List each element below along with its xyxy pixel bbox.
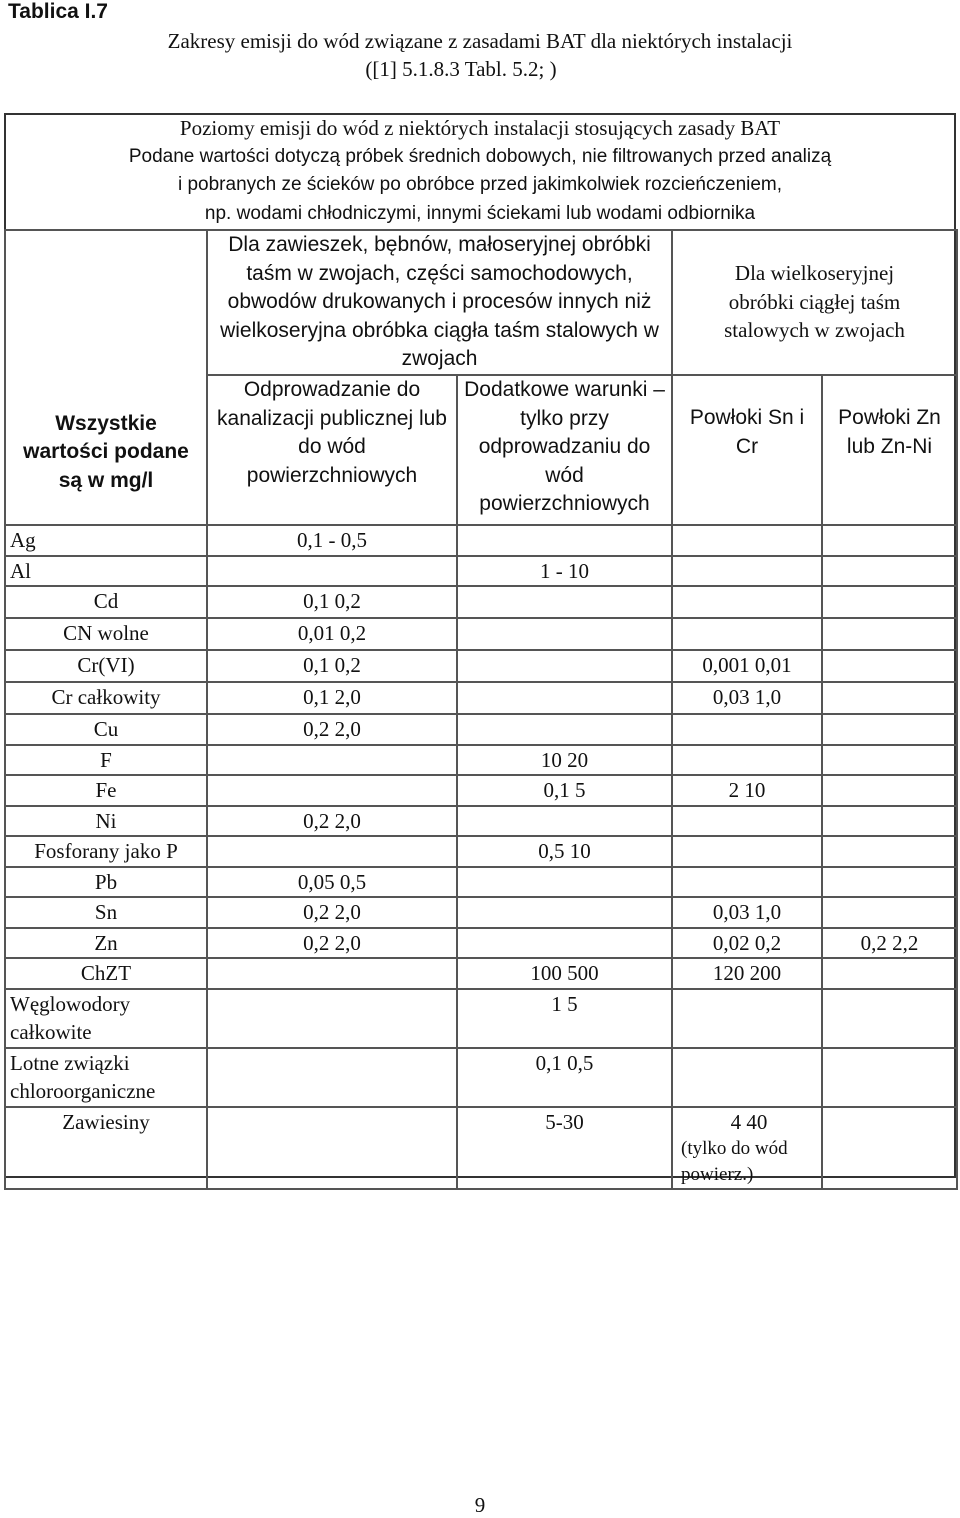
cell-sn-cr-note: (tylko do wód powierz.): [681, 1138, 788, 1185]
table-row: [5, 556, 957, 587]
cell-sn-cr-value: 4 40: [730, 1109, 768, 1134]
cell-public: 0,05 0,5: [207, 867, 457, 898]
table-row: [5, 586, 957, 618]
cell-sn-cr: 0,03 1,0: [672, 682, 822, 714]
row-name: Zawiesiny: [5, 1107, 207, 1190]
intro-line-3: i pobranych ze ścieków po obróbce przed jakimkolwiek rozcieńczeniem,: [177, 174, 783, 195]
cell-public: 0,1 0,2: [207, 586, 457, 618]
row-name: Ag: [5, 525, 207, 556]
cell-sn-cr: 120 200: [672, 958, 822, 989]
cell-public: 0,2 2,0: [207, 897, 457, 928]
cell-public: 0,2 2,0: [207, 714, 457, 745]
row-name: Cu: [5, 714, 207, 745]
row-name: ChZT: [5, 958, 207, 989]
table-row: [5, 1107, 957, 1190]
table-row: [5, 806, 957, 837]
table-row: [5, 958, 957, 989]
row-name: Węglowodory całkowite: [5, 989, 207, 1048]
table-row: [5, 525, 957, 556]
group-large-series-header: Dla wielkoseryjnej obróbki ciągłej taśm stalowych w zwojach: [672, 230, 957, 375]
row-name: Cr(VI): [5, 650, 207, 682]
page-number: 9: [474, 1493, 486, 1517]
table-row: [5, 928, 957, 959]
row-name: Al: [5, 556, 207, 587]
cell-surface: 1 5: [457, 989, 672, 1048]
row-name: Lotne związki chloroorganiczne: [5, 1048, 207, 1107]
intro-line-1: Poziomy emisji do wód z niektórych instalacji stosujących zasady BAT: [179, 116, 781, 140]
cell-surface: 1 - 10: [457, 556, 672, 587]
row-name: Fosforany jako P: [5, 836, 207, 867]
row-name: Cr całkowity: [5, 682, 207, 714]
table-row: [5, 714, 957, 745]
row-name: Ni: [5, 806, 207, 837]
cell-sn-cr: 0,02 0,2: [672, 928, 822, 959]
cell-public: 0,1 2,0: [207, 682, 457, 714]
table-row: [5, 867, 957, 898]
units-header: Wszystkie wartości podane są w mg/l: [5, 230, 207, 525]
intro-line-4: np. wodami chłodniczymi, innymi ściekami lub wodami odbiornika: [204, 203, 756, 224]
cell-zn: 0,2 2,2: [822, 928, 957, 959]
cell-public: 0,2 2,0: [207, 928, 457, 959]
cell-surface: 5-30: [457, 1107, 672, 1190]
cell-sn-cr: 0,03 1,0: [672, 897, 822, 928]
cell-surface: 0,1 0,5: [457, 1048, 672, 1107]
col-header-surface-water: Dodatkowe warunki – tylko przy odprowadzaniu do wód powierzchniowych: [457, 375, 672, 525]
row-name: Zn: [5, 928, 207, 959]
table-row: [5, 775, 957, 806]
cell-public: 0,01 0,2: [207, 618, 457, 650]
group-small-series-header: Dla zawieszek, bębnów, małoseryjnej obróbki taśm w zwojach, części samochodowych, obwodów drukowanych i procesów innych niż wielkoseryjna obróbka ciągła taśm stalowych w zwojach: [207, 230, 672, 375]
cell-sn-cr: [672, 1107, 822, 1190]
table-row: [5, 745, 957, 776]
col-header-sn-cr: Powłoki Sn i Cr: [672, 375, 822, 525]
table-row: [5, 650, 957, 682]
row-name: CN wolne: [5, 618, 207, 650]
cell-public: 0,1 - 0,5: [207, 525, 457, 556]
cell-public: 0,2 2,0: [207, 806, 457, 837]
col-header-public-sewer: Odprowadzanie do kanalizacji publicznej lub do wód powierzchniowych: [207, 375, 457, 525]
table-caption-line1: Zakresy emisji do wód związane z zasadami BAT dla niektórych instalacji: [167, 29, 793, 53]
table-row: [5, 682, 957, 714]
cell-sn-cr: 0,001 0,01: [672, 650, 822, 682]
table-row: [5, 618, 957, 650]
col-header-zn: Powłoki Zn lub Zn-Ni: [822, 375, 957, 525]
emission-table: [4, 229, 958, 1190]
cell-surface: 0,5 10: [457, 836, 672, 867]
intro-line-2: Podane wartości dotyczą próbek średnich dobowych, nie filtrowanych przed analizą: [128, 146, 832, 167]
row-name: Fe: [5, 775, 207, 806]
table-row: [5, 989, 957, 1048]
table-label: Tablica I.7: [8, 0, 108, 23]
cell-sn-cr: 2 10: [672, 775, 822, 806]
row-name: Sn: [5, 897, 207, 928]
row-name: Pb: [5, 867, 207, 898]
cell-surface: 0,1 5: [457, 775, 672, 806]
cell-surface: 100 500: [457, 958, 672, 989]
table-caption-line2: [0, 55, 960, 83]
row-name: Cd: [5, 586, 207, 618]
row-name: F: [5, 745, 207, 776]
caption-source: ([1] 5.1.8.3 Tabl. 5.2; ): [365, 57, 557, 81]
cell-surface: 10 20: [457, 745, 672, 776]
cell-public: 0,1 0,2: [207, 650, 457, 682]
table-row: [5, 897, 957, 928]
table-row: [5, 1048, 957, 1107]
table-row: [5, 836, 957, 867]
